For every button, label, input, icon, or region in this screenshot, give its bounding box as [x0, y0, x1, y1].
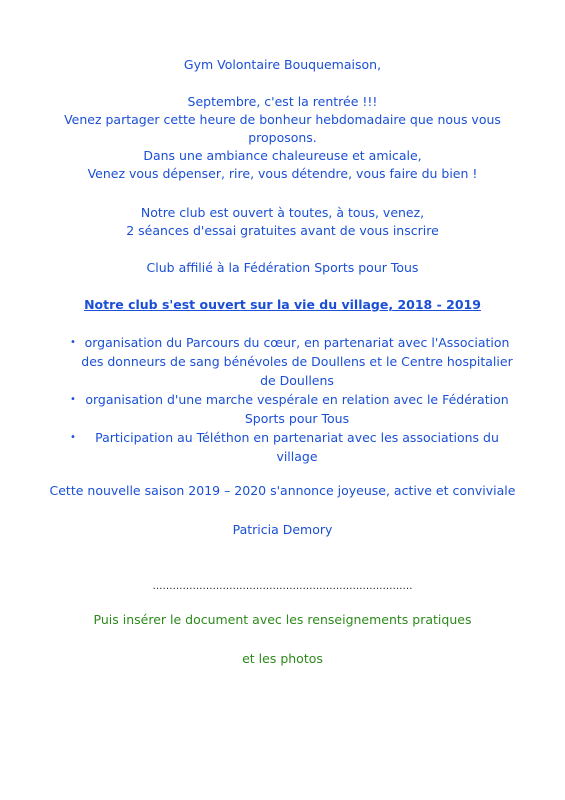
welcome-line-2: 2 séances d'essai gratuites avant de vous inscrire — [126, 223, 439, 238]
separator-dots: …………………………………………………………………… — [152, 581, 413, 592]
list-item — [60, 390, 520, 428]
list-item-line: organisation du Parcours du cœur, en partenariat avec l'Association — [84, 335, 510, 350]
intro-line-5: Venez vous dépenser, rire, vous détendre, vous faire du bien ! — [87, 166, 478, 181]
instruction-line-1: Puis insérer le document avec les renseignements pratiques — [93, 612, 472, 627]
list-item-line: Participation au Téléthon en partenariat avec les associations du — [95, 430, 499, 445]
intro-line-4: Dans une ambiance chaleureuse et amicale, — [143, 148, 422, 163]
list-item-line: des donneurs de sang bénévoles de Doullens et le Centre hospitalier — [81, 354, 513, 369]
list-item-line: Sports pour Tous — [244, 411, 350, 426]
bullet-icon: • — [70, 432, 76, 443]
instruction-line-2: et les photos — [242, 651, 323, 666]
list-item-line: village — [276, 449, 318, 464]
bullet-list — [60, 333, 520, 466]
club-name-heading: Gym Volontaire Bouquemaison, — [183, 57, 382, 72]
intro-line-3: proposons. — [248, 130, 317, 145]
affiliation-text: Club affilié à la Fédération Sports pour Tous — [146, 260, 419, 275]
season-text: Cette nouvelle saison 2019 – 2020 s'annonce joyeuse, active et conviviale — [49, 483, 516, 498]
signature: Patricia Demory — [232, 522, 333, 537]
section-title: Notre club s'est ouvert sur la vie du village, 2018 - 2019 — [84, 297, 481, 312]
list-item — [60, 333, 520, 390]
bullet-icon: • — [70, 394, 76, 405]
welcome-line-1: Notre club est ouvert à toutes, à tous, venez, — [140, 205, 425, 220]
list-item — [60, 428, 520, 466]
list-item-line: de Doullens — [260, 373, 334, 388]
intro-line-2: Venez partager cette heure de bonheur hebdomadaire que nous vous — [64, 112, 501, 127]
intro-line-1: Septembre, c'est la rentrée !!! — [187, 94, 378, 109]
list-item-line: organisation d'une marche vespérale en relation avec le Fédération — [85, 392, 509, 407]
bullet-icon: • — [70, 337, 76, 348]
